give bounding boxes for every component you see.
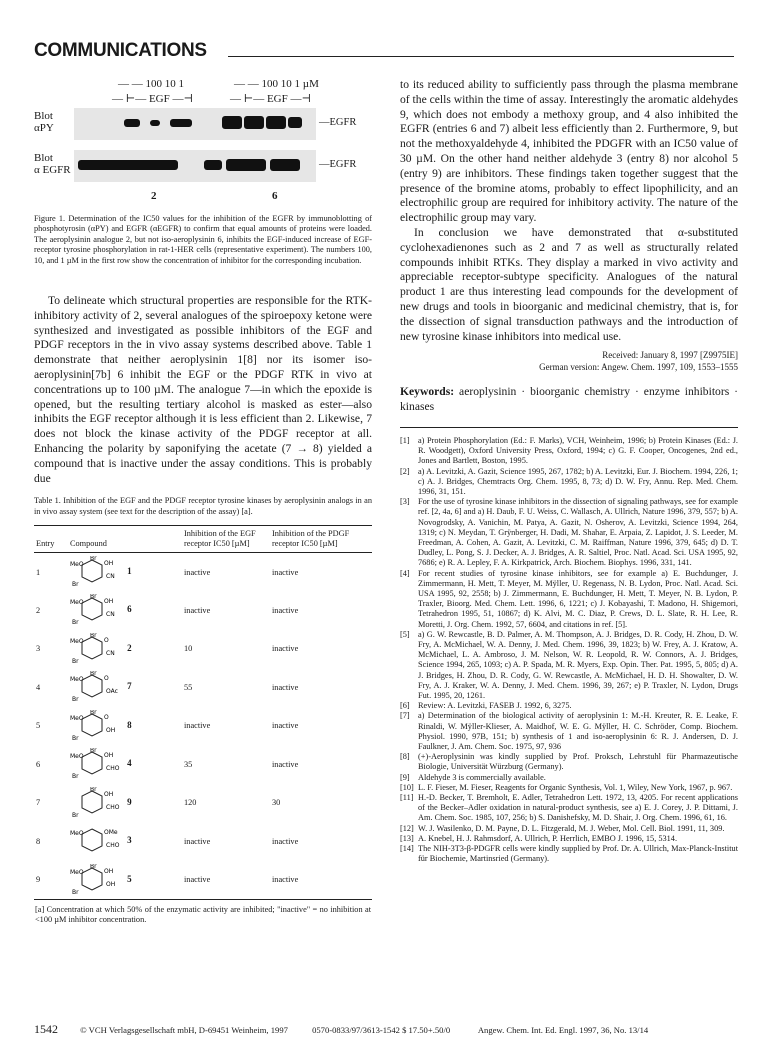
svg-text:MeO: MeO xyxy=(70,599,84,607)
reference-item: [10] L. F. Fieser, M. Fieser, Reagents for Organic Synthesis, Vol. 1, Wiley, New York, 1967, p. 967. xyxy=(400,782,733,792)
concentrations-right: — — 100 10 1 µM xyxy=(234,78,319,90)
header-pdgf: Inhibition of the PDGF receptor IC50 [µM] xyxy=(272,529,350,549)
structure-diagram xyxy=(70,594,125,626)
pdgf-cell: inactive xyxy=(272,721,299,731)
structure-diagram xyxy=(70,710,125,742)
svg-text:OH: OH xyxy=(104,598,114,606)
svg-text:Br: Br xyxy=(72,773,79,781)
table-row xyxy=(34,707,372,746)
pdgf-cell: inactive xyxy=(272,836,299,846)
svg-text:CN: CN xyxy=(106,611,115,619)
table-1-caption: Table 1. Inhibition of the EGF and the PDGF receptor tyrosine kinases by aeroplysinin analogs in an in vivo assay system (see text for the description of the assay) [a]. xyxy=(34,496,372,516)
right-column xyxy=(400,78,738,864)
keywords-label: Keywords: xyxy=(400,385,455,399)
german-version: German version: Angew. Chem. 1997, 109, 1553–1555 xyxy=(539,362,738,373)
publisher-line: © VCH Verlagsgesellschaft mbH, D-69451 Weinheim, 1997 xyxy=(80,1025,288,1035)
egfr-marker-1: —EGFR xyxy=(319,117,357,128)
structure-diagram xyxy=(70,748,125,780)
svg-text:CHO: CHO xyxy=(106,803,120,811)
entry-cell: 9 xyxy=(36,875,41,885)
reference-item: [14] The NIH-3T3-β-PDGFR cells were kindly supplied by Prof. Dr. A. Ullrich, Max-Planck-Institut für Biochemie, Martinsried (Germany). xyxy=(400,844,738,864)
compound-number: 6 xyxy=(127,604,132,615)
svg-text:Br: Br xyxy=(72,696,79,704)
table-row xyxy=(34,553,372,592)
svg-text:Br: Br xyxy=(90,786,97,793)
reference-item: [13] A. Knebel, H. J. Rahmsdorf, A. Ullrich, P. Herrlich, EMBO J. 1996, 15, 5314. xyxy=(400,833,678,843)
reference-item: [7] a) Determination of the biological activity of aeroplysinin 1: M.-H. Kreuter, R. E. Leake, F. Rinaldi, W. Mÿller-Klieser, A. Maidhof, W. E. G. Mÿller, H. C. Schröder, Comp. Biochem. Physiol. 1990, 97B, 151; b) synthesis of 1 and iso-aeroplysinin 6: R. J. Andersen, D. J. Faulkner, J. Am. Chem. Soc. 1975, 97, 936 xyxy=(400,711,738,752)
svg-text:Br: Br xyxy=(72,888,79,896)
egf-cell: 35 xyxy=(184,759,193,769)
svg-text:CHO: CHO xyxy=(106,842,120,850)
reference-item: [1] a) Protein Phosphorylation (Ed.: F. Marks), VCH, Weinheim, 1996; b) Protein Kinases (Ed.: J. R. Woodgett), Oxford University Press, Oxford, 1994; c) G. F. Cooper, Oncogenes, 2nd ed., Jones and Bartlett, Boston, 1995. xyxy=(400,435,738,466)
entry-cell: 2 xyxy=(36,605,41,615)
reference-item: [6] Review: A. Levitzki, FASEB J. 1992, 6, 3275. xyxy=(400,701,572,711)
right-paragraph-1: to its reduced ability to sufficiently pass through the plasma membrane of the cells within the time of assay. Interestingly the aromatic aldehydes 9, which does not embody a methoxy group, and 4 also inhibited the EGFR (entries 6 and 7) albeit less efficiently than 2. Furthermore, 9, but not the methoxyaldehyde 4, inhibited the PDGFR with an IC50 value of 30 µM. On the other hand neither aldehyde 3 (entry 8) nor alcohol 5 (entry 9) are inhibitors. These findings taken together suggest that the presence of the bromine atoms, probably to effect lipophilicity, and an electrophilic group are required for inhibitory activity. The nature of the electrophilic group may vary. xyxy=(400,78,738,225)
svg-text:OAc: OAc xyxy=(106,688,118,696)
svg-text:MeO: MeO xyxy=(70,830,84,838)
entry-cell: 7 xyxy=(36,798,41,808)
entry-cell: 4 xyxy=(36,682,41,692)
svg-text:OH: OH xyxy=(104,790,114,798)
table-row xyxy=(34,822,372,861)
header-entry: Entry xyxy=(36,539,55,549)
entry-cell: 5 xyxy=(36,721,41,731)
egf-cell: 55 xyxy=(184,682,193,692)
pdgf-cell: inactive xyxy=(272,759,299,769)
table-row xyxy=(34,745,372,784)
table-row xyxy=(34,861,372,900)
left-paragraph: To delineate which structural properties are responsible for the RTK-inhibitory activity of 2, several analogues of the spiroepoxy ketone were synthesized and investigated as possible inhibitors of the EGF and PDGF receptors in the in vivo assay systems described above. Table 1 demonstrate that neither aeroplysinin 1[8] nor its isomer iso-aeroplysinin[7b] 6 inhibit the EGF or the PDGF RTK in vivo at concentrations up to 100 µM. The analogue 7—in which the epoxide is opened, but the resulting tertiary alcohol is masked as ester—also inhibits the EGF receptor although it is less efficient than 2. Likewise, 7 does not block the kinase activity of the PDGF receptor at all. Enhancing the polarity by saponifying the acetate (7 → 8) yielded a compound that is inactive under the assay conditions. This is probably due xyxy=(34,294,372,485)
structure-diagram xyxy=(70,864,125,896)
left-column xyxy=(34,78,372,927)
reference-item: [12] W. J. Wasilenko, D. M. Payne, D. L. Fitzgerald, M. J. Weber, Mol. Cell. Biol. 1991, 11, 309. xyxy=(400,823,725,833)
page-footer xyxy=(34,1022,734,1037)
egf-cell: inactive xyxy=(184,567,211,577)
table-footnote: [a] Concentration at which 50% of the enzymatic activity are inhibited; "inactive" = no inhibition at <100 µM inhibitor concentration. xyxy=(35,904,371,925)
table-row xyxy=(34,668,372,707)
svg-text:OH: OH xyxy=(104,752,114,760)
compound-number: 9 xyxy=(127,796,132,807)
entry-cell: 3 xyxy=(36,644,41,654)
svg-text:Br: Br xyxy=(72,657,79,665)
figure-1-caption: Figure 1. Determination of the IC50 values for the inhibition of the EGFR by immunoblotting of phosphotyrosin (αPY) and EGFR (αEGFR) to confirm that equal amounts of proteins were loaded. The aeroplysinin analogue 2, but not iso-aeroplysinin 6, inhibits the EGF-induced increase of EGF-receptor tyrosine phosphorylation in rat-1-HER cells (representative experiment). The numbers 100, 10, and 1 µM in the first row show the concentration of inhibitor for the corresponding incubation. xyxy=(34,214,372,265)
svg-text:Br: Br xyxy=(72,734,79,742)
svg-text:Br: Br xyxy=(90,671,97,678)
table-row xyxy=(34,591,372,630)
compound-number: 1 xyxy=(127,566,132,577)
egf-cell: inactive xyxy=(184,605,211,615)
svg-text:MeO: MeO xyxy=(70,714,84,722)
reference-item: [5] a) G. W. Rewcastle, B. D. Palmer, A. M. Thompson, A. J. Bridges, D. R. Cody, H. Zhou, D. W. Fry, A. McMichael, W. A. Denny, J. Med. Chem. 1996, 39, 1823; b) W. Frey, A. J. Kratow, A. McMichael, L. A. Ambroso, J. M. Nelson, W. R. Leopold, R. W. Connors, A. J. Bridges, Science 1994, 265, 1093; c) A. P. Spada, M. R. Myers, Exp. Opin. Ther. Pat. 1995, 5, 805; d) A. J. Bridges, H. Zhou, D. R. Cody, G. W. Rewcastle, A. McMichael, H. D. H. Showalter, D. W. Fry, A. J. Kraker, W. A. Denny, J. Med. Chem. 1996, 39, 267; e) P. Traxler, N. Lydon, Drugs Fut. 1995, 20, 1261. xyxy=(400,629,738,701)
structure-diagram xyxy=(70,633,125,665)
svg-text:Br: Br xyxy=(90,632,97,639)
egfr-marker-2: —EGFR xyxy=(319,159,357,170)
blot-label-egfr: Blot α EGFR xyxy=(34,152,71,176)
svg-text:OMe: OMe xyxy=(104,829,118,837)
structure-diagram xyxy=(70,671,125,703)
pdgf-cell: inactive xyxy=(272,567,299,577)
svg-text:OH: OH xyxy=(106,726,116,734)
structure-diagram xyxy=(70,556,125,588)
egf-label-right: — ⊢— EGF —⊣ xyxy=(230,93,311,105)
svg-text:O: O xyxy=(104,713,109,721)
svg-text:CN: CN xyxy=(106,573,115,581)
svg-text:Br: Br xyxy=(90,709,97,716)
structure-diagram xyxy=(70,825,125,857)
compound-number: 4 xyxy=(127,758,132,769)
compound-number: 8 xyxy=(127,719,132,730)
structure-diagram xyxy=(70,787,125,819)
svg-text:MeO: MeO xyxy=(70,676,84,684)
entry-cell: 8 xyxy=(36,836,41,846)
compound-number: 2 xyxy=(127,642,132,653)
right-paragraph-2: In conclusion we have demonstrated that α-substituted cyclohexadienones such as 2 and 7 as well as structurally related compounds inhibit RTKs. They display a marked in vivo activity and appreciable receptor-subtype specificity. Analogues of the natural product 1 are thus interesting lead compounds for the development of new drugs and tools in bioorganic and medicinal chemistry, that is, for the dissection of signal transduction pathways and the introduction of new tyrosine kinase inhibitors into medical use. xyxy=(400,225,738,343)
svg-text:MeO: MeO xyxy=(70,637,84,645)
compound-number: 3 xyxy=(127,835,132,846)
blot-label-py: Blot αPY xyxy=(34,110,54,134)
egf-cell: 10 xyxy=(184,644,193,654)
table-row xyxy=(34,784,372,823)
compound-label-right: 6 xyxy=(272,190,278,202)
compound-number: 7 xyxy=(127,681,132,692)
svg-text:Br: Br xyxy=(90,594,97,601)
reference-item: [9] Aldehyde 3 is commercially available. xyxy=(400,772,546,782)
egf-label-left: — ⊢— EGF —⊣ xyxy=(112,93,193,105)
egf-cell: inactive xyxy=(184,721,211,731)
blot-panel-1 xyxy=(74,108,316,140)
blot-panel-2 xyxy=(74,150,316,182)
compound-label-left: 2 xyxy=(151,190,157,202)
article-code: 0570-0833/97/3613-1542 $ 17.50+.50/0 xyxy=(312,1025,451,1035)
reference-item: [11] H.-D. Becker, T. Bremholt, E. Adler, Tetrahedron Lett. 1972, 13, 4205. For recent applications of the Becker–Adler oxidation in natural-product synthesis, see a) E. J. Corey, J. P. Dittami, J. Am. Chem. Soc. 1985, 107, 256; b) S. Danishefsky, M. D. Shair, J. Org. Chem. 1996, 61, 16. xyxy=(400,793,738,823)
egf-cell: inactive xyxy=(184,836,211,846)
compound-number: 5 xyxy=(127,873,132,884)
page-header xyxy=(34,40,734,62)
svg-text:OH: OH xyxy=(104,867,114,875)
header-compound: Compound xyxy=(70,539,107,549)
pdgf-cell: 30 xyxy=(272,798,281,808)
svg-text:Br: Br xyxy=(90,556,97,563)
svg-text:O: O xyxy=(104,675,109,683)
reference-item: [4] For recent studies of tyrosine kinase inhibitors, see for example a) E. Buchdunger, J. Zimmermann, H. Mett, T. Meyer, M. Mÿller, U. Regenass, N. B. Lydon, Proc. Natl. Acad. Sci. USA 1995, 92, 2558; b) J. Zimmermann, E. Buchdunger, H. Mett, T. Meyer, N. B. Lydon, P. Traxler, Bioorg. Med. Chem. Lett. 1996, 6, 1221; c) J. Kobayashi, T. Madono, H. Shigemori, Tetrahedron 1995, 51, 10867; d) K. Alvi, M. C. Diaz, P. Crews, D. L. Slate, R. H. Lee, R. Moretti, J. Org. Chem. 1992, 57, 6604, and citations in ref. [5]. xyxy=(400,568,738,629)
received-date: Received: January 8, 1997 [Z9975IE] xyxy=(602,350,738,361)
svg-text:Br: Br xyxy=(72,619,79,627)
header-egf: Inhibition of the EGF receptor IC50 [µM] xyxy=(184,529,256,549)
journal-citation: Angew. Chem. Int. Ed. Engl. 1997, 36, No. 13/14 xyxy=(477,1025,649,1035)
references xyxy=(400,427,738,865)
header-rule xyxy=(228,56,734,57)
concentrations-left: — — 100 10 1 xyxy=(118,78,184,90)
page-number: 1542 xyxy=(34,1022,58,1036)
svg-text:O: O xyxy=(104,636,109,644)
svg-text:MeO: MeO xyxy=(70,753,84,761)
pdgf-cell: inactive xyxy=(272,875,299,885)
svg-text:Br: Br xyxy=(72,811,79,819)
svg-text:OH: OH xyxy=(106,880,116,888)
keywords-list: aeroplysinin · bioorganic chemistry · enzyme inhibitors · kinases xyxy=(400,385,739,414)
entry-cell: 6 xyxy=(36,759,41,769)
svg-text:CN: CN xyxy=(106,649,115,657)
svg-text:OH: OH xyxy=(104,560,114,568)
reference-item: [8] (+)-Aeroplysinin was kindly supplied by Prof. Proksch, Lehrstuhl für Pharmazeutische Biologie, Universität Würzburg (Germany). xyxy=(400,752,738,772)
pdgf-cell: inactive xyxy=(272,682,299,692)
reference-item: [3] For the use of tyrosine kinase inhibitors in the dissection of signaling pathways, see for example ref. [2, 4a, 6] and a) H. Daub, F. U. Weiss, C. Wallasch, A. Ullrich, Nature 1996, 379, 557; b) A. Novogrodsky, A. Vanichin, M. Patya, A. Gazit, N. Osherov, A. Levitzki, Science 1994, 264, 1319; c) N. Meydan, T. Grÿnberger, H. Dadi, M. Shahar, E. Arpaia, Z. Lapidot, J. S. Leeder, M. Freedman, A. Cohen, A. Gazit, A. Levitzki, C. M. Raiffman, Nature 1996, 379, 645; d) D. T. Dudley, L. Pong, S. J. Decker, A. J. Bridges, A. R. Saltiel, Proc. Natl. Acad. Sci. USA 1995, 92, 7686; e) R. A. Lepley, F. A. Kirkpatrick, Arch. Biochem. Biophys. 1996, 331, 141. xyxy=(400,497,738,568)
egf-cell: inactive xyxy=(184,875,211,885)
table-1 xyxy=(34,525,372,926)
svg-text:MeO: MeO xyxy=(70,561,84,569)
table-row xyxy=(34,630,372,669)
pdgf-cell: inactive xyxy=(272,644,299,654)
svg-text:MeO: MeO xyxy=(70,868,84,876)
svg-text:Br: Br xyxy=(90,863,97,870)
keywords xyxy=(400,385,738,415)
figure-1-blot xyxy=(34,78,372,208)
reference-item: [2] a) A. Levitzki, A. Gazit, Science 1995, 267, 1782; b) A. Levitzki, Eur. J. Biochem. 1994, 226, 1; c) A. J. Bridges, Chemtracts Org. Chem. 1995, 8, 73; d) D. W. Fry, Annu. Rep. Med. Chem. 1996, 31, 151. xyxy=(400,466,738,496)
egf-cell: 120 xyxy=(184,798,197,808)
entry-cell: 1 xyxy=(36,567,41,577)
pdgf-cell: inactive xyxy=(272,605,299,615)
svg-text:CHO: CHO xyxy=(106,765,120,773)
svg-text:Br: Br xyxy=(72,581,79,589)
svg-text:Br: Br xyxy=(90,748,97,755)
section-title: COMMUNICATIONS xyxy=(34,40,207,61)
